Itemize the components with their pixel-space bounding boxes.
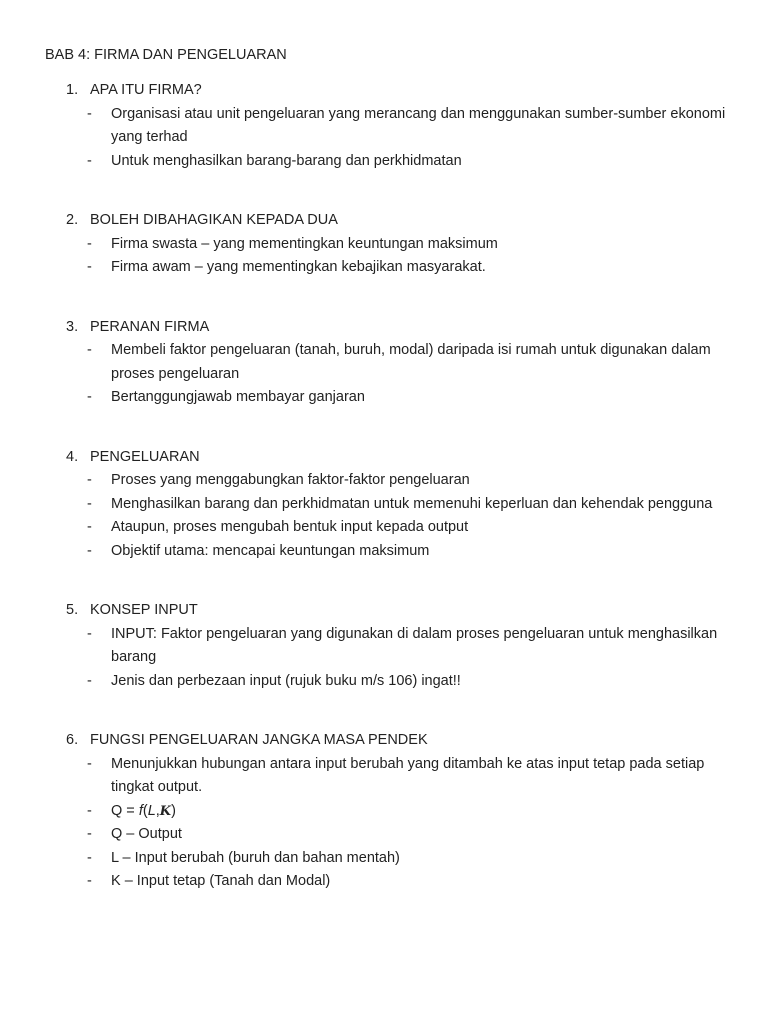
dash-bullet: - (87, 495, 92, 512)
formula (111, 800, 726, 824)
list-item (66, 233, 726, 257)
formula-item (66, 800, 726, 824)
list-item (66, 670, 726, 694)
section-heading (66, 729, 726, 753)
section-3 (66, 316, 726, 410)
dash-bullet: - (87, 472, 92, 488)
section-heading-text: FUNGSI PENGELUARAN JANGKA MASA PENDEK (90, 732, 428, 748)
section-number: 2. (66, 212, 79, 228)
dash-bullet: - (87, 849, 92, 866)
bullet-list (66, 233, 726, 280)
dash-bullet: - (87, 152, 92, 169)
section-heading (66, 316, 726, 340)
list-item-text: Untuk menghasilkan barang-barang dan perkhidmatan (111, 152, 462, 169)
bullet-list (66, 753, 726, 894)
list-item-text: Menghasilkan barang dan perkhidmatan untuk memenuhi keperluan dan kehendak pengguna (111, 495, 713, 512)
list-item-text: Firma awam – yang mementingkan kebajikan masyarakat. (111, 259, 486, 275)
dash-bullet: - (87, 389, 92, 405)
section-4 (66, 446, 726, 564)
section-number: 6. (66, 732, 79, 748)
list-item (66, 469, 726, 493)
list-item-text: Q – Output (111, 826, 182, 842)
list-item (66, 823, 726, 847)
section-heading-text: BOLEH DIBAHAGIKAN KEPADA DUA (90, 212, 338, 228)
section-heading (66, 446, 726, 470)
dash-bullet: - (87, 826, 92, 842)
section-2 (66, 209, 726, 280)
list-item (66, 753, 726, 800)
section-list (66, 79, 726, 930)
list-item (66, 516, 726, 540)
section-heading-text: KONSEP INPUT (90, 602, 198, 618)
section-number: 4. (66, 448, 79, 465)
section-heading (66, 79, 726, 103)
formula-function: f (138, 802, 143, 819)
dash-bullet: - (87, 672, 92, 689)
list-item-text: K – Input tetap (Tanah dan Modal) (111, 873, 331, 889)
dash-bullet: - (87, 802, 92, 819)
dash-bullet: - (87, 235, 92, 252)
list-item (66, 150, 726, 174)
list-item (66, 847, 726, 871)
dash-bullet: - (87, 519, 92, 535)
list-item (66, 339, 726, 386)
formula-comma: , (155, 802, 160, 819)
section-heading-text: PENGELUARAN (90, 448, 200, 465)
formula-paren-open: ( (142, 802, 148, 819)
dash-bullet: - (87, 873, 92, 889)
dash-bullet: - (87, 342, 92, 358)
dash-bullet: - (87, 259, 92, 275)
list-item (66, 870, 726, 894)
document-title: BAB 4: FIRMA DAN PENGELUARAN (45, 47, 287, 63)
dash-bullet: - (87, 542, 92, 559)
dash-bullet: - (87, 755, 92, 772)
list-item-text: Menunjukkan hubungan antara input berubah yang ditambah ke atas input tetap pada setiap tingkat output. (111, 755, 705, 795)
section-heading-text: PERANAN FIRMA (90, 318, 210, 335)
section-heading (66, 599, 726, 623)
list-item-text: Ataupun, proses mengubah bentuk input kepada output (111, 519, 469, 535)
list-item-text: Membeli faktor pengeluaran (tanah, buruh, modal) daripada isi rumah untuk digunakan dalam proses pengeluaran (111, 342, 711, 382)
list-item-text: INPUT: Faktor pengeluaran yang digunakan di dalam proses pengeluaran untuk menghasilkan barang (111, 625, 718, 665)
list-item (66, 256, 726, 280)
bullet-list (66, 623, 726, 694)
formula-var-k: K (159, 803, 172, 819)
section-1 (66, 79, 726, 173)
list-item (66, 540, 726, 564)
section-heading-text: APA ITU FIRMA? (90, 82, 202, 98)
bullet-list (66, 469, 726, 563)
bullet-list (66, 103, 726, 174)
formula-var-l: L (147, 802, 156, 819)
section-number: 3. (66, 318, 79, 335)
list-item (66, 623, 726, 670)
section-number: 5. (66, 602, 79, 618)
list-item-text: Jenis dan perbezaan input (rujuk buku m/s 106) ingat!! (111, 672, 461, 689)
list-item-text: Organisasi atau unit pengeluaran yang merancang dan menggunakan sumber-sumber ekonomi yang terhad (111, 105, 726, 145)
dash-bullet: - (87, 625, 92, 642)
formula-paren-close: ) (171, 802, 176, 819)
section-number: 1. (66, 82, 79, 98)
section-6 (66, 729, 726, 894)
list-item (66, 493, 726, 517)
dash-bullet: - (87, 105, 92, 122)
list-item-text: Objektif utama: mencapai keuntungan maksimum (111, 542, 430, 559)
bullet-list (66, 339, 726, 410)
formula-lhs: Q = (111, 802, 139, 819)
list-item (66, 103, 726, 150)
section-5 (66, 599, 726, 693)
list-item-text: Proses yang menggabungkan faktor-faktor pengeluaran (111, 472, 470, 488)
list-item-text: L – Input berubah (buruh dan bahan mentah) (111, 849, 400, 866)
list-item-text: Bertanggungjawab membayar ganjaran (111, 389, 365, 405)
section-heading (66, 209, 726, 233)
list-item (66, 386, 726, 410)
list-item-text: Firma swasta – yang mementingkan keuntungan maksimum (111, 235, 498, 252)
